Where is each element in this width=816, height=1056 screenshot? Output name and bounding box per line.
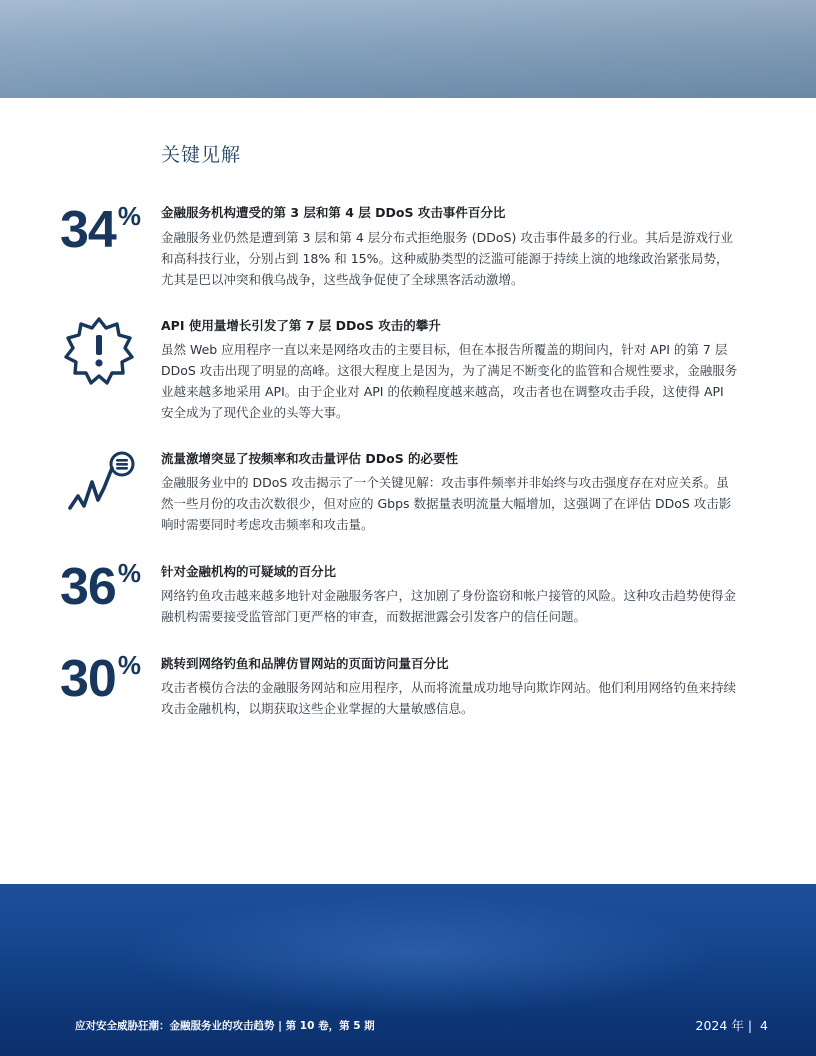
footer-separator: | <box>747 1018 753 1033</box>
insight-heading: API 使用量增长引发了第 7 层 DDoS 攻击的攀升 <box>161 318 441 333</box>
insight-heading: 跳转到网络钓鱼和品牌仿冒网站的页面访问量百分比 <box>161 656 449 671</box>
footer-year: 2024 年 <box>695 1018 744 1033</box>
footer-page-info <box>696 1016 768 1034</box>
footer-report-title: 应对安全威胁狂潮：金融服务业的攻击趋势 | 第 10 卷，第 5 期 <box>75 1020 375 1032</box>
stat-unit: % <box>117 558 141 588</box>
stat-36-percent <box>60 558 152 616</box>
stat-unit: % <box>117 201 141 231</box>
stat-number: 36 <box>60 558 116 616</box>
insight-heading: 针对金融机构的可疑域的百分比 <box>161 564 337 579</box>
footer-glow <box>120 894 720 1014</box>
stat-number: 30 <box>60 650 116 708</box>
stat-30-percent <box>60 650 152 708</box>
header-banner <box>0 0 816 98</box>
stat-unit: % <box>117 650 141 680</box>
alert-gear-icon <box>64 316 144 386</box>
insight-heading: 流量激增突显了按频率和攻击量评估 DDoS 的必要性 <box>161 451 459 466</box>
page-number: 4 <box>760 1018 768 1033</box>
insight-body: 金融服务业仍然是遭到第 3 层和第 4 层分布式拒绝服务 (DDoS) 攻击事件最多的行业。其后是游戏行业和高科技行业，分别占到 18% 和 15%。这种威胁类型的泛滥可能源于持续上演的地缘政治紧张局势，尤其是巴以冲突和俄乌战争，这些战争促使了全球黑客活动激增。 <box>161 230 733 287</box>
section-title: 关键见解 <box>161 144 242 166</box>
insight-body: 攻击者模仿合法的金融服务网站和应用程序，从而将流量成功地导向欺诈网站。他们利用网络钓鱼来持续攻击金融机构，以期获取这些企业掌握的大量敏感信息。 <box>161 680 737 716</box>
stat-number: 34 <box>60 201 116 259</box>
traffic-spike-icon <box>64 448 144 518</box>
insight-heading: 金融服务机构遭受的第 3 层和第 4 层 DDoS 攻击事件百分比 <box>161 205 506 220</box>
insight-body: 虽然 Web 应用程序一直以来是网络攻击的主要目标，但在本报告所覆盖的期间内，针对 API 的第 7 层 DDoS 攻击出现了明显的高峰。这很大程度上是因为，为了满足不断变化的监管和合规性要求，金融服务业越来越多地采用 API。由于企业对 API 的依赖程度越来越高，攻击者也在调整攻击手段，这使得 API 安全成为了现代企业的头等大事。 <box>161 342 738 420</box>
insight-body: 金融服务业中的 DDoS 攻击揭示了一个关键见解：攻击事件频率并非始终与攻击强度存在对应关系。虽然一些月份的攻击次数很少，但对应的 Gbps 数据量表明流量大幅增加，这强调了在评估 DDoS 攻击影响时需要同时考虑攻击频率和攻击量。 <box>161 475 732 532</box>
stat-34-percent <box>60 201 152 259</box>
insight-body: 网络钓鱼攻击越来越多地针对金融服务客户，这加剧了身份盗窃和帐户接管的风险。这种攻击趋势使得金融机构需要接受监管部门更严格的审查，而数据泄露会引发客户的信任问题。 <box>161 588 737 624</box>
